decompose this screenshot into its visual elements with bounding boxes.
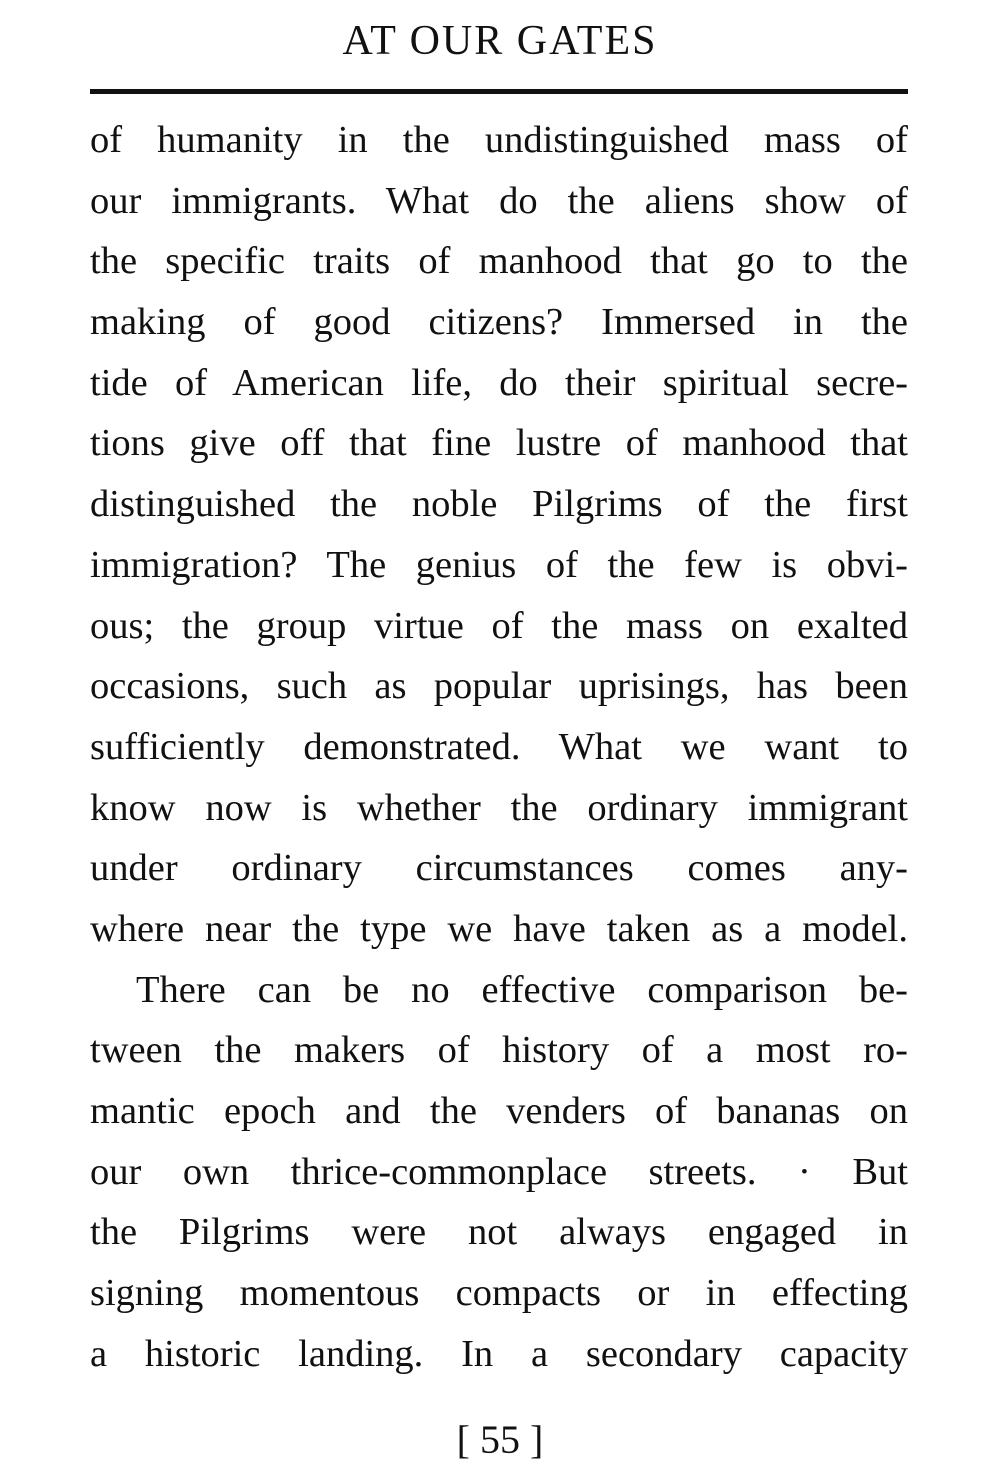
page-number: [ 55 ] bbox=[456, 1417, 544, 1462]
text-line: making of good citizens? Immersed in the bbox=[90, 301, 908, 344]
text-line: sufficiently demonstrated. What we want to bbox=[90, 725, 908, 768]
text-line: know now is whether the ordinary immigrant bbox=[90, 786, 908, 829]
text-line: ous; the group virtue of the mass on exalted bbox=[90, 604, 908, 647]
text-line: occasions, such as popular uprisings, has been bbox=[90, 665, 908, 708]
text-line: tween the makers of history of a most ro- bbox=[90, 1029, 908, 1072]
paragraph-1 bbox=[90, 110, 908, 960]
text-line: our own thrice-commonplace streets. · But bbox=[90, 1150, 908, 1193]
text-line: immigration? The genius of the few is obvi- bbox=[90, 543, 908, 586]
text-line: a historic landing. In a secondary capacity bbox=[90, 1332, 908, 1375]
paragraph-2 bbox=[90, 960, 908, 1385]
text-line: where near the type we have taken as a model. bbox=[90, 907, 908, 950]
running-header: AT OUR GATES bbox=[342, 18, 658, 64]
text-line: mantic epoch and the venders of bananas on bbox=[90, 1090, 908, 1132]
text-line: tions give off that fine lustre of manhood that bbox=[90, 422, 908, 465]
text-line: the Pilgrims were not always engaged in bbox=[90, 1211, 908, 1254]
text-line: There can be no effective comparison be- bbox=[136, 968, 908, 1011]
text-line: under ordinary circumstances comes any- bbox=[90, 847, 908, 890]
text-line: the specific traits of manhood that go to the bbox=[90, 240, 908, 283]
text-line: our immigrants. What do the aliens show of bbox=[90, 179, 908, 222]
text-line: tide of American life, do their spiritual secre- bbox=[90, 361, 908, 404]
text-line: distinguished the noble Pilgrims of the first bbox=[90, 483, 908, 526]
text-line: signing momentous compacts or in effecting bbox=[90, 1272, 908, 1315]
body-text bbox=[90, 110, 908, 1384]
text-line: of humanity in the undistinguished mass of bbox=[90, 119, 908, 161]
header-rule bbox=[90, 89, 908, 94]
